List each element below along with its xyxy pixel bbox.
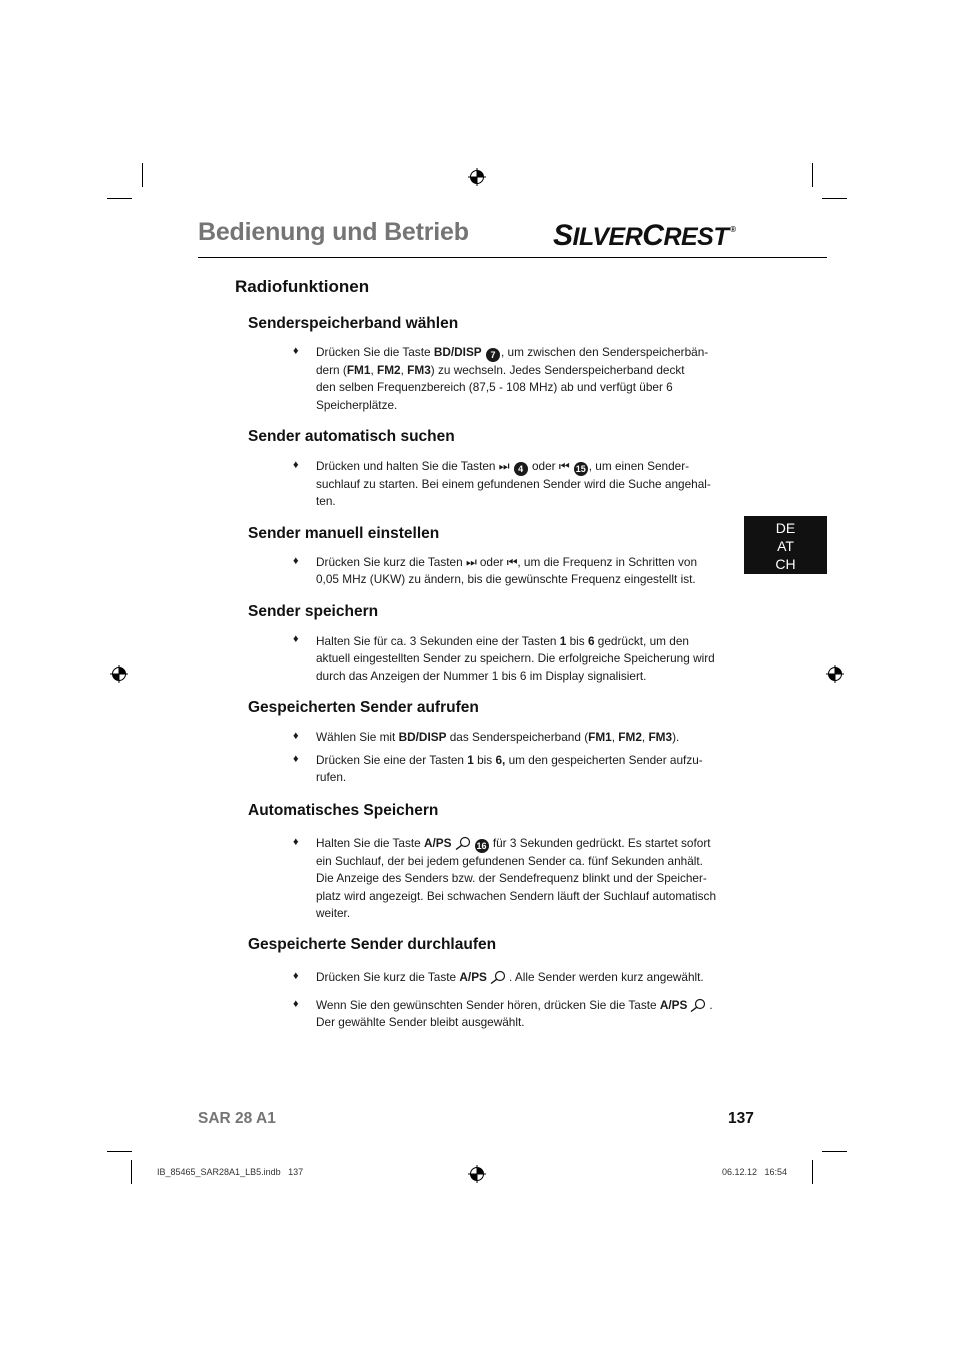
subsection-heading: Sender speichern xyxy=(248,603,379,620)
text: oder xyxy=(528,459,559,473)
crop-mark xyxy=(107,198,132,199)
key-label: FM3 xyxy=(648,730,673,744)
instruction-item xyxy=(316,752,736,787)
subsection-heading: Sender manuell einstellen xyxy=(248,525,440,542)
key-label: BD/DISP xyxy=(398,730,447,744)
text: ). xyxy=(672,730,680,744)
footer-model-number: SAR 28 A1 xyxy=(198,1110,276,1127)
subsection-heading: Gespeicherten Sender aufrufen xyxy=(248,699,479,716)
text: ) zu wechseln. Jedes Senderspeicherband deckt xyxy=(430,363,685,377)
text: , xyxy=(370,363,377,377)
crop-mark xyxy=(131,1160,132,1184)
key-label: 1 xyxy=(467,753,474,767)
crop-mark xyxy=(142,163,143,187)
instruction-item xyxy=(316,729,736,746)
text: Der gewählte Sender bleibt ausgewählt. xyxy=(316,1015,525,1030)
bullet-icon: ♦ xyxy=(293,459,299,471)
language-badge xyxy=(744,516,827,574)
logo-registered-mark: ® xyxy=(730,225,736,234)
text: oder xyxy=(476,555,507,569)
print-date-info: 06.12.12 16:54 xyxy=(722,1167,788,1177)
instruction-item xyxy=(316,633,736,685)
key-label: FM1 xyxy=(588,730,612,744)
text: weiter. xyxy=(316,906,351,921)
text: rufen. xyxy=(316,770,347,785)
text: platz wird angezeigt. Bei schwachen Sendern läuft der Suchlauf automatisch xyxy=(316,888,717,903)
registration-mark-icon xyxy=(110,665,128,683)
search-icon xyxy=(489,970,507,984)
text: , um zwischen den Senderspeicherbän- xyxy=(500,345,709,359)
text: Die Anzeige des Senders bzw. der Sendefrequenz blinkt und der Speicher- xyxy=(316,871,707,886)
text: gedrückt, um den xyxy=(594,634,689,648)
key-label: A/PS xyxy=(659,998,688,1012)
bullet-icon: ♦ xyxy=(293,970,299,982)
subsection-heading: Automatisches Speichern xyxy=(248,802,439,819)
skip-back-icon: ⏮ xyxy=(506,555,518,569)
text: , um einen Sender- xyxy=(588,459,690,473)
text: das Senderspeicherband ( xyxy=(446,730,589,744)
header-rule xyxy=(198,257,827,258)
page-number: 137 xyxy=(728,1110,754,1127)
text: bis xyxy=(473,753,496,767)
text: Halten Sie für ca. 3 Sekunden eine der Tasten xyxy=(316,634,560,648)
subsection-heading: Sender automatisch suchen xyxy=(248,428,455,445)
text: Speicherplätze. xyxy=(316,397,398,412)
bullet-icon: ♦ xyxy=(293,730,299,742)
instruction-item xyxy=(316,969,736,986)
print-file-info: IB_85465_SAR28A1_LB5.indb 137 xyxy=(157,1167,304,1177)
text: den selben Frequenzbereich (87,5 - 108 MHz) ab und verfügt über 6 xyxy=(316,380,673,395)
text: Halten Sie die Taste xyxy=(316,836,424,850)
callout-number: 15 xyxy=(575,464,586,474)
instruction-item xyxy=(316,458,736,511)
text: bis xyxy=(566,634,588,648)
key-label: FM2 xyxy=(618,730,642,744)
bullet-icon: ♦ xyxy=(293,753,299,765)
text: Wählen Sie mit xyxy=(316,730,399,744)
language-code: DE xyxy=(775,520,796,536)
key-label: FM3 xyxy=(407,363,431,377)
language-code: CH xyxy=(775,556,796,572)
text: , xyxy=(611,730,619,744)
language-code: AT xyxy=(777,538,794,554)
section-title: Radiofunktionen xyxy=(235,277,370,296)
text: ein Suchlauf, der bei jedem gefundenen Sender ca. fünf Sekunden anhält. xyxy=(316,854,703,868)
key-label: 1 xyxy=(559,634,567,648)
key-label: FM2 xyxy=(377,363,401,377)
text: Wenn Sie den gewünschten Sender hören, drücken Sie die Taste xyxy=(316,998,660,1012)
text: Drücken Sie kurz die Tasten xyxy=(316,555,466,569)
text: Drücken und halten Sie die Tasten xyxy=(316,459,499,473)
text: ten. xyxy=(316,494,336,509)
callout-number: 7 xyxy=(486,348,500,362)
search-icon xyxy=(454,836,472,850)
text: . xyxy=(709,998,713,1012)
instruction-item xyxy=(316,835,736,923)
text: 0,05 MHz (UKW) zu ändern, bis die gewünschte Frequenz eingestellt ist. xyxy=(316,572,696,587)
search-icon xyxy=(689,998,707,1012)
text: Drücken Sie kurz die Taste xyxy=(316,970,460,984)
registration-mark-icon xyxy=(468,1165,486,1183)
key-label: A/PS xyxy=(459,970,487,984)
bullet-icon: ♦ xyxy=(293,836,299,848)
key-label: BD/DISP xyxy=(433,345,482,359)
crop-mark xyxy=(107,1151,132,1152)
instruction-item xyxy=(316,997,736,1032)
text: suchlauf zu starten. Bei einem gefundenen Sender wird die Suche angehal- xyxy=(316,477,711,491)
text: für 3 Sekunden gedrückt. Es startet sofort xyxy=(489,836,711,850)
text: aktuell eingestellten Sender zu speichern. Die erfolgreiche Speicherung wird xyxy=(316,651,715,666)
crop-mark xyxy=(812,163,813,187)
callout-number: 4 xyxy=(514,462,528,476)
skip-forward-icon: ⏭ xyxy=(465,555,477,569)
text: , xyxy=(400,363,408,377)
skip-forward-icon: ⏭ xyxy=(498,459,510,473)
registration-mark-icon xyxy=(826,665,844,683)
key-label: FM1 xyxy=(346,363,371,377)
instruction-item xyxy=(316,344,736,414)
text: dern ( xyxy=(316,363,347,377)
key-label: 6 xyxy=(587,634,595,648)
text: , um die Frequenz in Schritten von xyxy=(517,555,698,569)
logo-text: ILVER xyxy=(572,223,643,251)
brand-logo xyxy=(553,219,736,253)
crop-mark xyxy=(822,1151,847,1152)
logo-text: REST xyxy=(663,223,729,251)
crop-mark xyxy=(822,198,847,199)
instruction-item xyxy=(316,554,736,589)
key-label: A/PS xyxy=(424,836,452,850)
text: Drücken Sie eine der Tasten xyxy=(316,753,468,767)
bullet-icon: ♦ xyxy=(293,555,299,567)
callout-number: 16 xyxy=(476,841,487,851)
key-label: 6, xyxy=(495,753,506,767)
bullet-icon: ♦ xyxy=(293,633,299,645)
bullet-icon: ♦ xyxy=(293,345,299,357)
text: Drücken Sie die Taste xyxy=(316,345,434,359)
text: um den gespeicherten Sender aufzu- xyxy=(505,753,703,767)
registration-mark-icon xyxy=(468,168,486,186)
skip-back-icon: ⏮ xyxy=(558,459,570,473)
logo-letter: C xyxy=(642,219,664,252)
page-header-title: Bedienung und Betrieb xyxy=(198,218,469,246)
text: . Alle Sender werden kurz angewählt. xyxy=(508,970,704,984)
bullet-icon: ♦ xyxy=(293,998,299,1010)
subsection-heading: Gespeicherte Sender durchlaufen xyxy=(248,936,497,953)
text: durch das Anzeigen der Nummer 1 bis 6 im Display signalisiert. xyxy=(316,668,647,683)
text: , xyxy=(641,730,649,744)
subsection-heading: Senderspeicherband wählen xyxy=(248,315,459,332)
crop-mark xyxy=(812,1160,813,1184)
logo-letter: S xyxy=(553,219,573,252)
